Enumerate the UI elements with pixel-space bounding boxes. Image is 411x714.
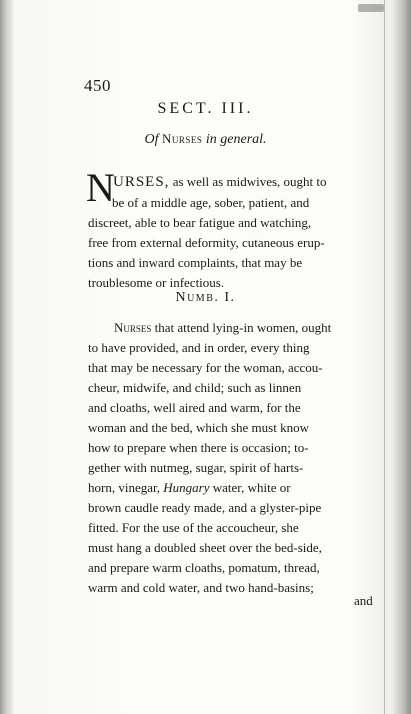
body-hungary-italic: Hungary bbox=[163, 480, 210, 495]
drop-capital: N bbox=[86, 165, 115, 210]
body-line: brown caudle ready made, and a glyster-pipe bbox=[88, 500, 322, 515]
section-subtitle bbox=[0, 131, 411, 148]
scan-mark bbox=[358, 4, 384, 12]
body-paragraph bbox=[88, 318, 372, 598]
opening-paragraph-first-line bbox=[113, 172, 372, 192]
body-line: that may be necessary for the woman, accou- bbox=[88, 360, 323, 375]
body-line: fitted. For the use of the accoucheur, she bbox=[88, 520, 299, 535]
opening-line-1: as well as midwives, ought to bbox=[169, 174, 327, 189]
body-line: must hang a doubled sheet over the bed-side, bbox=[88, 540, 322, 555]
opening-paragraph bbox=[88, 193, 372, 293]
catchword: and bbox=[354, 593, 373, 608]
body-line: and cloaths, well aired and warm, for the bbox=[88, 400, 301, 415]
subtitle-of: Of bbox=[144, 132, 159, 147]
page-number: 450 bbox=[84, 76, 111, 95]
body-line: gether with nutmeg, sugar, spirit of harts- bbox=[88, 460, 304, 475]
body-line: to have provided, and in order, every thing bbox=[88, 340, 310, 355]
body-line: warm and cold water, and two hand-basins; bbox=[88, 580, 314, 595]
body-line-hungary-post: water, white or bbox=[209, 480, 291, 495]
body-line-hungary-pre: horn, vinegar, bbox=[88, 480, 164, 495]
opening-line: free from external deformity, cutaneous erup- bbox=[88, 235, 325, 250]
numb-heading: Numb. I. bbox=[175, 290, 236, 305]
body-line: cheur, midwife, and child; such as linnen bbox=[88, 380, 302, 395]
subtitle-rest: in general. bbox=[205, 132, 267, 147]
body-line-1: that attend lying-in women, ought bbox=[151, 320, 332, 335]
body-first-caps: Nurses bbox=[114, 320, 152, 335]
body-line: woman and the bed, which she must know bbox=[88, 420, 309, 435]
opening-line: troublesome or infectious. bbox=[88, 275, 225, 290]
body-line: and prepare warm cloaths, pomatum, thread, bbox=[88, 560, 320, 575]
body-line: how to prepare when there is occasion; to- bbox=[88, 440, 309, 455]
section-title: SECT. III. bbox=[157, 100, 254, 117]
opening-line: tions and inward complaints, that may be bbox=[88, 255, 303, 270]
opening-line: discreet, able to bear fatigue and watching, bbox=[88, 215, 312, 230]
subtitle-nurses: Nurses bbox=[161, 131, 203, 146]
opening-caps: URSES, bbox=[113, 174, 170, 190]
opening-line: be of a middle age, sober, patient, and bbox=[112, 195, 310, 210]
